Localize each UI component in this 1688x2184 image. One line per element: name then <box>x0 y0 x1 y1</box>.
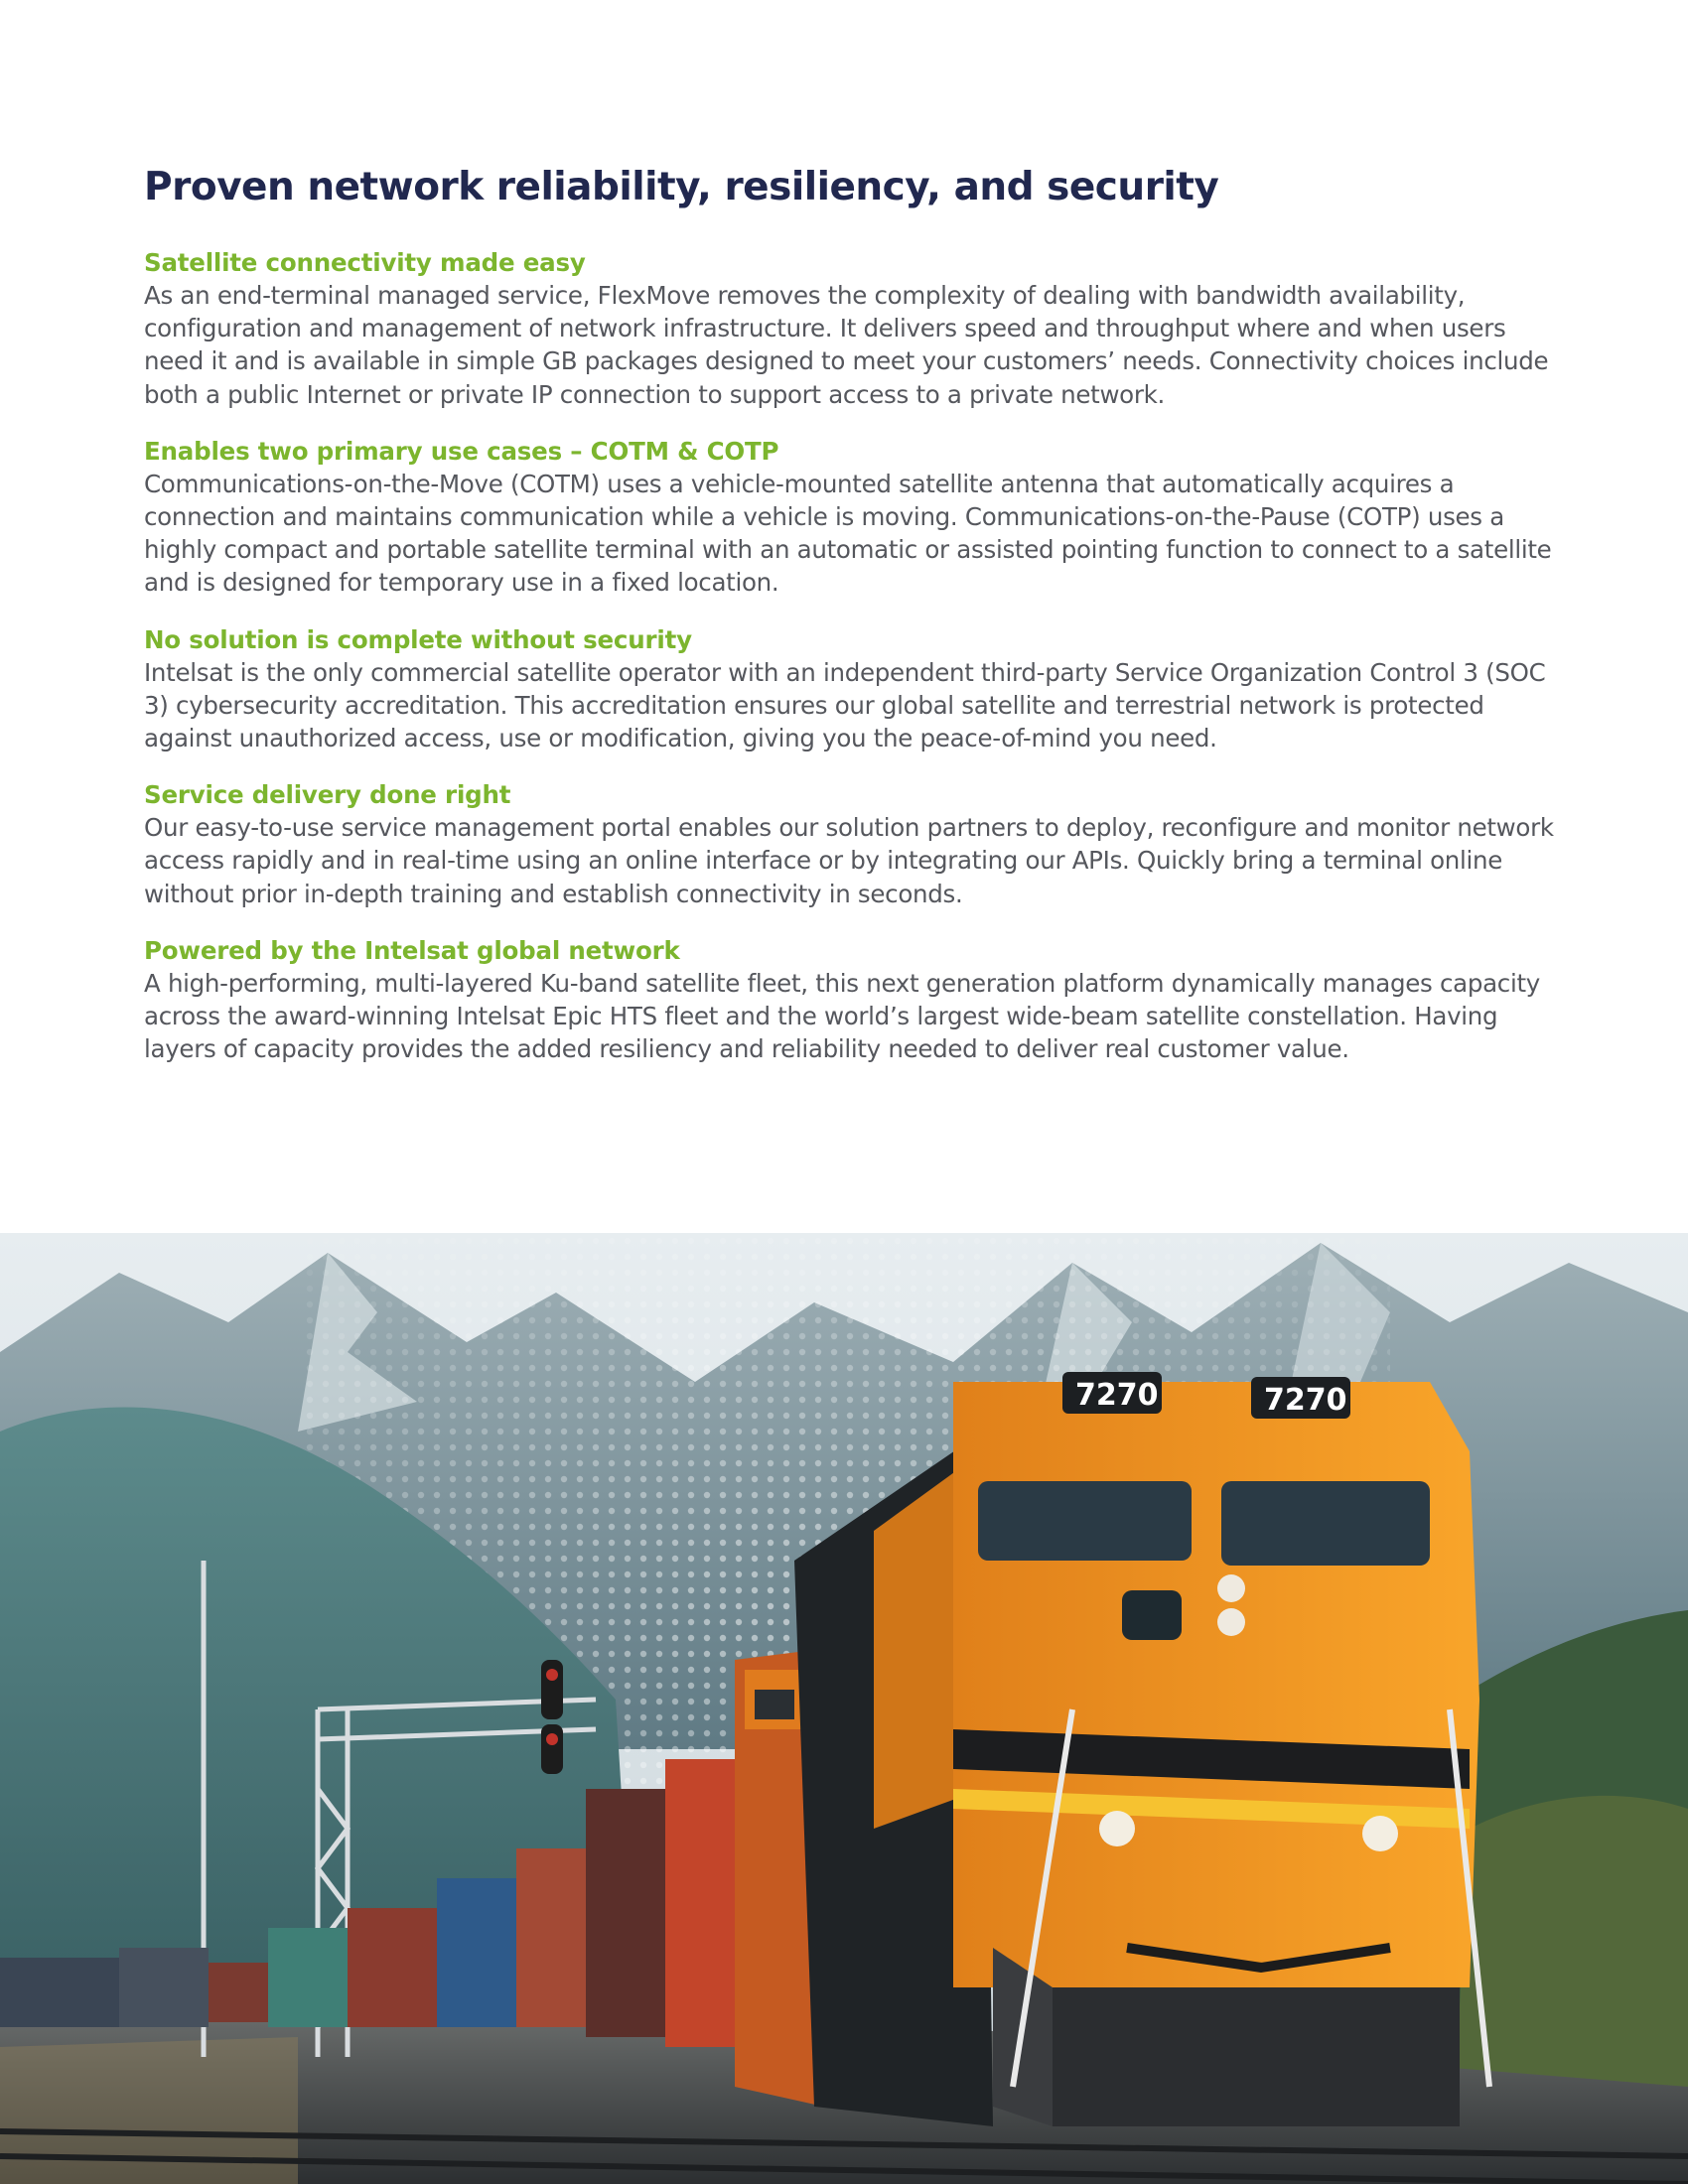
section-heading: Enables two primary use cases – COTM & COTP <box>144 436 779 466</box>
section-body: As an end-terminal managed service, FlexMove removes the complexity of dealing with bandwidth availability, configuration and management of network infrastructure. It delivers speed and throughput where and when users need it and is available in simple GB packages designed to meet your customers’ needs. Connectivity choices include both a public Internet or private IP connection to support access to a private network. <box>144 281 1549 409</box>
page-title: Proven network reliability, resiliency, and security <box>144 165 1219 209</box>
section-use-cases <box>144 435 1554 600</box>
section-body: Communications-on-the-Move (COTM) uses a vehicle-mounted satellite antenna that automatically acquires a connection and maintains communication while a vehicle is moving. Communications-on-the-Pause (COTP) uses a highly compact and portable satellite terminal with an automatic or assisted pointing function to connect to a satellite and is designed for temporary use in a fixed location. <box>144 469 1552 598</box>
section-heading: Service delivery done right <box>144 780 511 810</box>
section-global-network <box>144 934 1554 1066</box>
section-satellite-connectivity <box>144 246 1554 411</box>
section-heading: Powered by the Intelsat global network <box>144 935 680 965</box>
section-heading: Satellite connectivity made easy <box>144 248 586 277</box>
section-heading: No solution is complete without security <box>144 624 692 654</box>
section-service-delivery <box>144 778 1554 910</box>
section-body: Intelsat is the only commercial satellite operator with an independent third-party Service Organization Control 3 (SOC 3) cybersecurity accreditation. This accreditation ensures our global satellite and terrestrial network is protected against unauthorized access, use or modification, giving you the peace-of-mind you need. <box>144 657 1546 753</box>
locomotive-number-left: 7270 <box>1075 1378 1159 1413</box>
section-security <box>144 623 1554 755</box>
section-body: A high-performing, multi-layered Ku-band satellite fleet, this next generation platform dynamically manages capacity across the award-winning Intelsat Epic HTS fleet and the world’s largest wide-beam satellite constellation. Having layers of capacity provides the added resiliency and reliability needed to deliver real customer value. <box>144 968 1540 1064</box>
section-body: Our easy-to-use service management portal enables our solution partners to deploy, reconfigure and monitor network access rapidly and in real-time using an online interface or by integrating our APIs. Quickly bring a terminal online without prior in-depth training and establish connectivity in seconds. <box>144 813 1554 908</box>
locomotive-number-right: 7270 <box>1264 1383 1347 1418</box>
train-photo <box>0 1233 1688 2184</box>
article <box>144 159 1554 1089</box>
